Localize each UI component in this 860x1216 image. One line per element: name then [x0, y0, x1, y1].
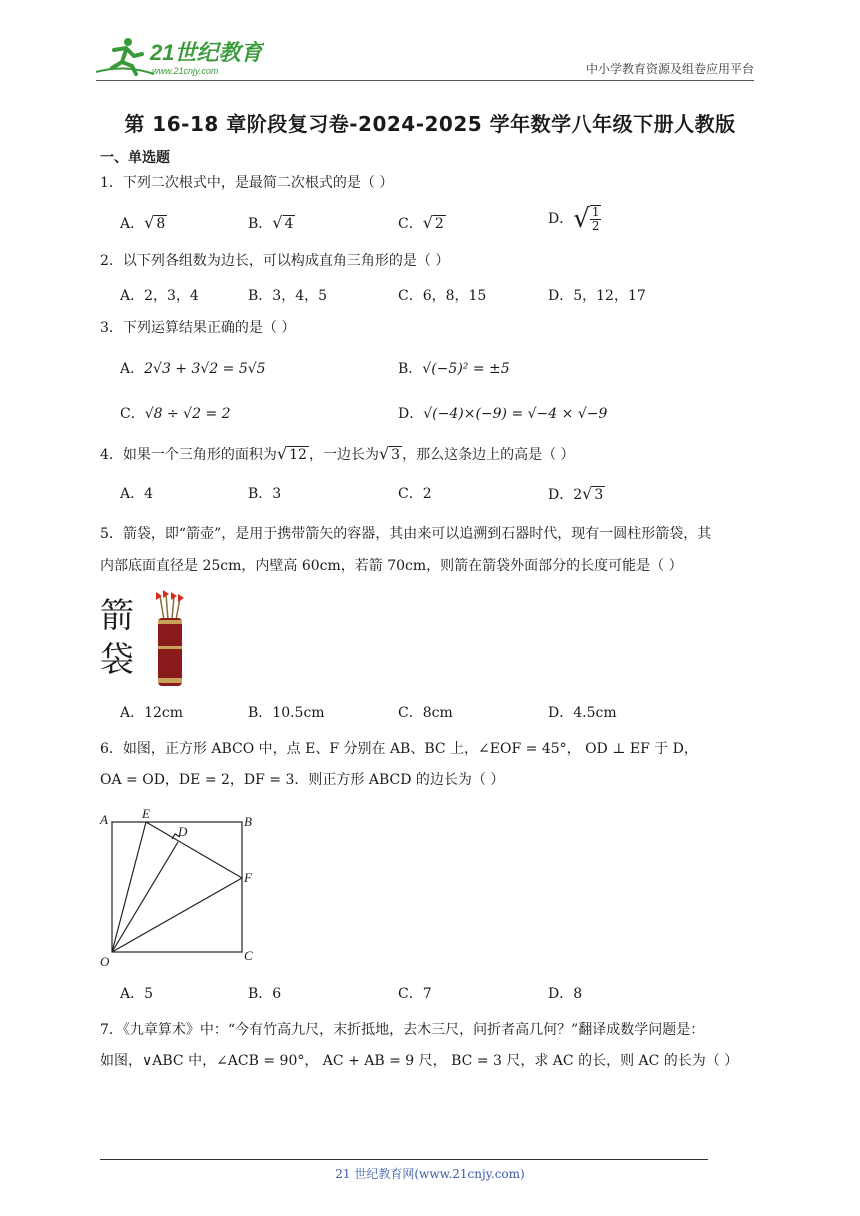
label-a: A	[100, 812, 108, 827]
q2-option-c: C．6，8，15	[398, 288, 487, 304]
q3-option-c: C．√8 ÷ √2 = 2	[120, 406, 231, 422]
square-figure	[96, 808, 266, 970]
question-6-line-1: 6．如图，正方形 ABCO 中，点 E、F 分别在 AB、BC 上，∠EOF = 45°， OD ⊥ EF 于 D，	[100, 741, 698, 757]
question-3-stem: 3．下列运算结果正确的是（ ）	[100, 320, 296, 336]
q6-option-b: B．6	[248, 986, 282, 1002]
logo	[94, 34, 264, 80]
section-heading: 一、单选题	[100, 150, 170, 166]
quiver-image	[150, 590, 190, 688]
label-e: E	[142, 808, 150, 821]
q1-option-a: A．√ 8	[120, 213, 166, 232]
logo-text: 21世纪教育	[150, 40, 263, 65]
footer-link[interactable]: 21 世纪教育网(www.21cnjy.com)	[335, 1167, 525, 1181]
label-o: O	[100, 954, 110, 969]
q3-option-b: B．√(−5)² = ±5	[398, 361, 510, 377]
q1-option-d: D．√ $\frac{1}{2}$	[548, 204, 600, 234]
question-2-stem: 2．以下列各组数为边长，可以构成直角三角形的是（ ）	[100, 253, 450, 269]
q4-option-d: D．2√ 3	[548, 484, 604, 503]
q5-option-d: D．4.5cm	[548, 705, 617, 721]
question-1-stem: 1．下列二次根式中，是最简二次根式的是（ ）	[100, 175, 394, 191]
q6-option-d: D．8	[548, 986, 583, 1002]
q5-option-a: A．12cm	[120, 705, 184, 721]
q6-option-c: C．7	[398, 986, 432, 1002]
question-5-line-1: 5．箭袋，即“箭壶”，是用于携带箭矢的容器，其由来可以追溯到石器时代，现有一圆柱形箭袋，其	[100, 526, 712, 542]
header-divider	[96, 80, 754, 81]
label-b: B	[244, 814, 252, 829]
question-4-stem: 4．如果一个三角形的面积为√ 12 ，一边长为√ 3 ，那么这条边上的高是（ ）	[100, 444, 575, 463]
platform-name: 中小学教育资源及组卷应用平台	[585, 62, 754, 76]
page-title: 第 16-18 章阶段复习卷-2024-2025 学年数学八年级下册人教版	[124, 112, 736, 136]
q5-option-b: B．10.5cm	[248, 705, 325, 721]
label-c: C	[244, 948, 253, 963]
q3-option-d: D．√(−4)×(−9) = √−4 × √−9	[398, 406, 608, 422]
question-6-line-2: OA = OD，DE = 2，DF = 3．则正方形 ABCD 的边长为（ ）	[100, 772, 505, 788]
q2-option-b: B．3，4，5	[248, 288, 328, 304]
label-d: D	[178, 824, 188, 839]
q4-option-a: A．4	[120, 486, 154, 502]
q5-option-c: C．8cm	[398, 705, 453, 721]
logo-url: www.21cnjy.com	[152, 66, 219, 76]
q2-option-a: A．2，3，4	[120, 288, 199, 304]
q4-option-b: B．3	[248, 486, 282, 502]
footer-divider	[100, 1159, 708, 1160]
q4-option-c: C．2	[398, 486, 432, 502]
q3-option-a: A．2√3 + 3√2 = 5√5	[120, 361, 266, 377]
q2-option-d: D．5，12，17	[548, 288, 646, 304]
runner-icon	[96, 38, 154, 74]
quiver-image-caption: 箭 袋	[100, 596, 134, 680]
label-f: F	[244, 870, 252, 885]
q1-option-b: B．√ 4	[248, 213, 294, 232]
question-7-line-2: 如图，∨ABC 中，∠ACB = 90°， AC + AB = 9 尺， BC = 3 尺，求 AC 的长，则 AC 的长为（ ）	[100, 1053, 739, 1069]
q6-option-a: A．5	[120, 986, 154, 1002]
q1-option-c: C．√ 2	[398, 213, 444, 232]
question-5-line-2: 内部底面直径是 25cm，内壁高 60cm，若箭 70cm，则箭在箭袋外面部分的长度可能是（ ）	[100, 558, 683, 574]
question-7-line-1: 7．《九章算术》中：“今有竹高九尺，末折抵地，去木三尺，问折者高几何？”翻译成数学问题是：	[100, 1022, 705, 1038]
